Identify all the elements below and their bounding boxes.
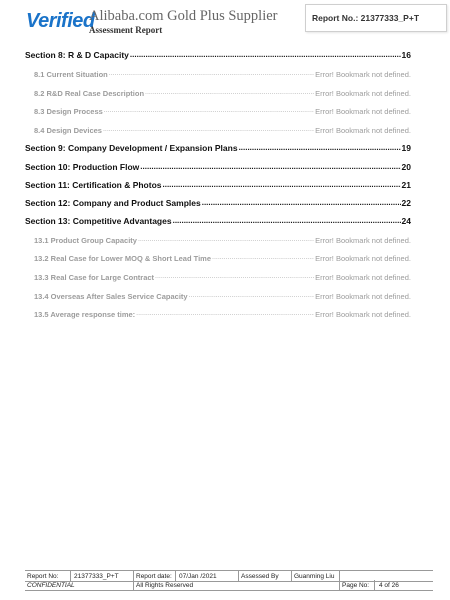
- footer-confidential: CONFIDENTIAL: [27, 582, 75, 589]
- toc-leader-dots: [109, 69, 314, 79]
- toc-entry[interactable]: [25, 268, 411, 282]
- toc-entry[interactable]: [25, 121, 411, 135]
- toc-entry-label: Section 11: Certification & Photos: [25, 180, 162, 190]
- toc-leader-dots: [140, 162, 400, 172]
- toc-entry-page: Error! Bookmark not defined.: [315, 236, 411, 245]
- toc-entry-page: Error! Bookmark not defined.: [315, 126, 411, 135]
- toc-entry-page: 24: [401, 216, 411, 226]
- footer-report-no-label: Report No:: [27, 573, 59, 580]
- toc-entry-label: 13.2 Real Case for Lower MOQ & Short Lead Time: [34, 254, 211, 263]
- toc-leader-dots: [239, 143, 401, 153]
- toc-entry-page: Error! Bookmark not defined.: [315, 310, 411, 319]
- report-number-box: [305, 4, 447, 32]
- toc-entry-page: 21: [401, 180, 411, 190]
- toc-leader-dots: [104, 106, 314, 116]
- toc-entry-label: Section 10: Production Flow: [25, 162, 140, 172]
- toc-leader-dots: [136, 309, 314, 319]
- toc-entry-page: Error! Bookmark not defined.: [315, 292, 411, 301]
- toc-leader-dots: [145, 88, 314, 98]
- toc-leader-dots: [155, 272, 314, 282]
- toc-entry[interactable]: [25, 158, 411, 172]
- footer-divider: [374, 580, 375, 590]
- toc-entry[interactable]: [25, 287, 411, 301]
- toc-entry-page: Error! Bookmark not defined.: [315, 254, 411, 263]
- verified-logo: [26, 10, 95, 33]
- toc-entry-label: 13.5 Average response time:: [34, 310, 136, 319]
- toc-entry[interactable]: [25, 65, 411, 79]
- footer-assessed-by-value: Guanming Liu: [294, 573, 335, 580]
- toc-entry[interactable]: [25, 249, 411, 263]
- toc-entry-label: Section 8: R & D Capacity: [25, 50, 129, 60]
- header-subtitle: Assessment Report: [89, 25, 163, 35]
- toc-entry-label: Section 9: Company Development / Expansion Plans: [25, 143, 238, 153]
- footer-report-date-value: 07/Jan /2021: [179, 573, 217, 580]
- page-footer: [25, 570, 433, 590]
- footer-divider: [339, 580, 340, 590]
- toc-entry[interactable]: [25, 194, 411, 208]
- footer-report-date-label: Report date:: [136, 573, 172, 580]
- toc-leader-dots: [189, 291, 315, 301]
- footer-page-no-label: Page No:: [342, 582, 370, 589]
- toc-entry-page: Error! Bookmark not defined.: [315, 273, 411, 282]
- footer-report-no-value: 21377333_P+T: [74, 573, 119, 580]
- toc-entry-label: 13.4 Overseas After Sales Service Capacity: [34, 292, 188, 301]
- toc-leader-dots: [138, 235, 314, 245]
- toc-entry[interactable]: [25, 46, 411, 60]
- toc-entry[interactable]: [25, 139, 411, 153]
- toc-entry[interactable]: [25, 212, 411, 226]
- toc-entry[interactable]: [25, 231, 411, 245]
- footer-row-2: [25, 580, 433, 591]
- toc-entry-label: 8.2 R&D Real Case Description: [34, 89, 145, 98]
- toc-entry[interactable]: [25, 176, 411, 190]
- toc-entry-page: Error! Bookmark not defined.: [315, 89, 411, 98]
- toc-entry-page: 16: [401, 50, 411, 60]
- toc-entry-page: Error! Bookmark not defined.: [315, 70, 411, 79]
- toc-entry-label: Section 12: Company and Product Samples: [25, 198, 201, 208]
- report-number: Report No.: 21377333_P+T: [312, 13, 420, 23]
- toc-entry-label: 8.3 Design Process: [34, 107, 103, 116]
- toc-leader-dots: [163, 180, 401, 190]
- toc-leader-dots: [130, 50, 401, 60]
- header-title: Alibaba.com Gold Plus Supplier: [89, 8, 278, 24]
- toc-entry-label: 13.1 Product Group Capacity: [34, 236, 137, 245]
- toc-entry-label: 8.1 Current Situation: [34, 70, 108, 79]
- toc-entry-page: 20: [401, 162, 411, 172]
- footer-rights: All Rights Reserved: [136, 582, 194, 589]
- page-header: [0, 0, 450, 44]
- toc-leader-dots: [103, 125, 314, 135]
- toc-entry-label: 8.4 Design Devices: [34, 126, 102, 135]
- footer-assessed-by-label: Assessed By: [241, 573, 279, 580]
- footer-divider: [133, 580, 134, 590]
- toc-entry-page: 19: [401, 143, 411, 153]
- toc-leader-dots: [212, 253, 314, 263]
- toc-entry-page: Error! Bookmark not defined.: [315, 107, 411, 116]
- toc-entry[interactable]: [25, 102, 411, 116]
- toc-entry-label: 13.3 Real Case for Large Contract: [34, 273, 155, 282]
- footer-page-no-value: 4 of 26: [379, 582, 399, 589]
- toc-entry-label: Section 13: Competitive Advantages: [25, 216, 172, 226]
- toc-leader-dots: [173, 216, 401, 226]
- toc-leader-dots: [202, 198, 401, 208]
- verified-logo-text: Verified: [26, 10, 95, 32]
- toc-entry[interactable]: [25, 305, 411, 319]
- toc-entry[interactable]: [25, 84, 411, 98]
- toc-entry-page: 22: [401, 198, 411, 208]
